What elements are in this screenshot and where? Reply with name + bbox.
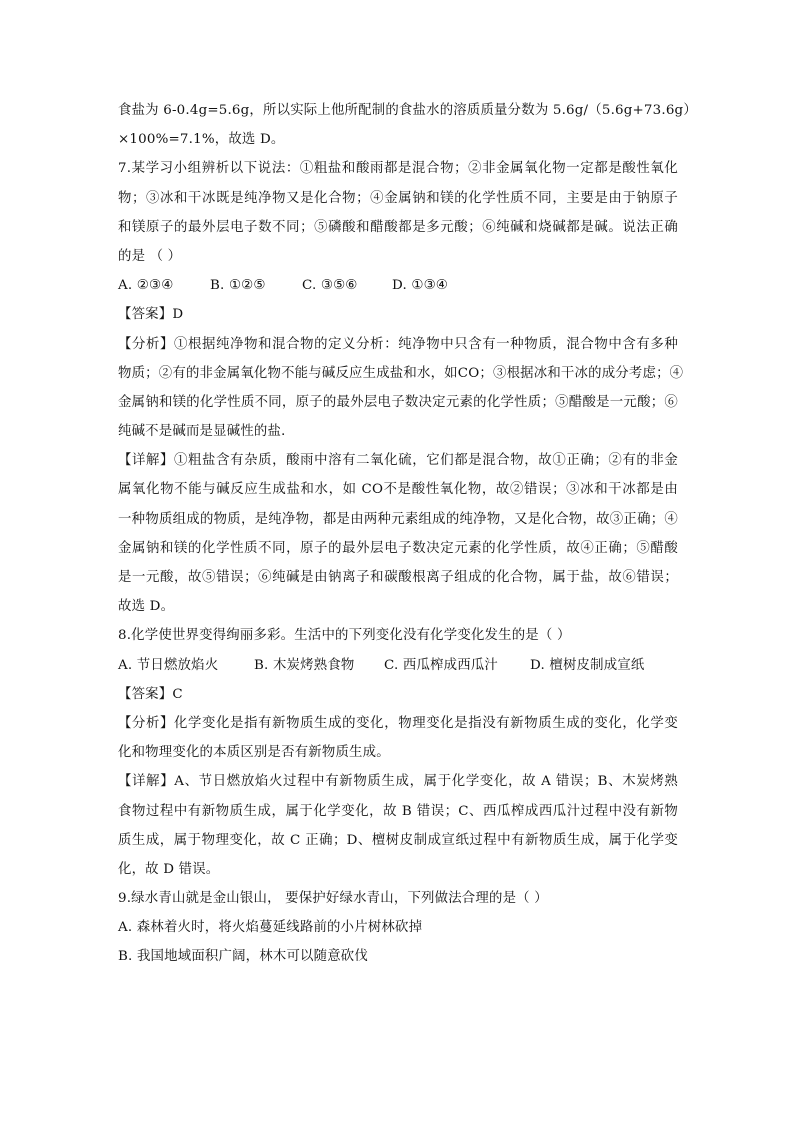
q9-stem: 9.绿水青山就是金山银山， 要保护好绿水青山，下列做法合理的是（ ） <box>118 891 548 907</box>
q8-analysis-line-2: 化和物理变化的本质区别是否有新物质生成。 <box>118 745 390 761</box>
q7-analysis-line-2: 物质；②有的非金属氧化物不能与碱反应生成盐和水，如CO；③根据冰和干冰的成分考虑；④ <box>118 365 684 381</box>
q7-detail-line-3: 一种物质组成的物质，是纯净物，都是由两种元素组成的纯净物，又是化合物，故③正确；④ <box>118 511 678 527</box>
q8-option-d: D. 檀树皮制成宣纸 <box>530 657 645 673</box>
q7-detail-line-2: 属氧化物不能与碱反应生成盐和水，如 CO不是酸性氧化物，故②错误；③冰和干冰都是由 <box>118 482 678 498</box>
q8-options <box>118 651 678 680</box>
q7-detail-line-1: 【详解】①粗盐含有杂质，酸雨中溶有二氧化硫，它们都是混合物，故①正确；②有的非金 <box>118 453 678 469</box>
q8-answer: 【答案】C <box>118 686 183 702</box>
q7-option-c: C. ③⑤⑥ <box>302 278 358 294</box>
q8-option-a: A. 节日燃放焰火 <box>118 657 219 673</box>
q8-option-b: B. 木炭烤熟食物 <box>254 657 355 673</box>
q7-stem-line-2: 物；③冰和干冰既是纯净物又是化合物；④金属钠和镁的化学性质不同，主要是由于钠原子 <box>118 190 678 206</box>
q7-detail-line-5: 是一元酸，故⑤错误；⑥纯碱是由钠离子和碳酸根离子组成的化合物，属于盐，故⑥错误； <box>118 570 678 585</box>
q7-option-a: A. ②③④ <box>118 278 174 294</box>
q8-detail-line-2: 食物过程中有新物质生成，属于化学变化，故 B 错误；C、西瓜榨成西瓜汁过程中没有新物 <box>118 803 678 819</box>
q7-detail-line-4: 金属钠和镁的化学性质不同，原子的最外层电子数决定元素的化学性质，故④正确；⑤醋酸 <box>118 540 678 556</box>
q8-stem: 8.化学使世界变得绚丽多彩。生活中的下列变化没有化学变化发生的是（ ） <box>118 628 571 644</box>
q7-analysis-line-4: 纯碱不是碱而是显碱性的盐． <box>118 424 295 440</box>
document-page <box>118 96 697 972</box>
q7-options <box>118 271 678 300</box>
q7-option-d: D. ①③④ <box>392 278 448 294</box>
q9-option-a: A. 森林着火时，将火焰蔓延线路前的小片树林砍掉 <box>118 920 423 936</box>
q9-option-b: B. 我国地域面积广阔，林木可以随意砍伐 <box>118 949 368 965</box>
q8-option-c: C. 西瓜榨成西瓜汁 <box>384 657 499 673</box>
q8-analysis-line-1: 【分析】化学变化是指有新物质生成的变化，物理变化是指没有新物质生成的变化，化学变 <box>118 715 678 731</box>
q7-detail-line-6: 故选 D。 <box>118 599 175 615</box>
prev-solution-line-2: ×100%=7.1%，故选 D。 <box>118 132 285 148</box>
q7-option-b: B. ①②⑤ <box>210 278 266 294</box>
q7-answer: 【答案】D <box>118 307 184 323</box>
q8-detail-line-1: 【详解】A、节日燃放焰火过程中有新物质生成，属于化学变化，故 A 错误；B、木炭烤熟 <box>118 774 678 790</box>
q7-stem-line-1: 7.某学习小组辨析以下说法：①粗盐和酸雨都是混合物；②非金属氧化物一定都是酸性氧化 <box>118 161 678 177</box>
q7-analysis-line-3: 金属钠和镁的化学性质不同，原子的最外层电子数决定元素的化学性质；⑤醋酸是一元酸；⑥ <box>118 394 678 410</box>
q8-detail-line-3: 质生成，属于物理变化，故 C 正确；D、檀树皮制成宣纸过程中有新物质生成，属于化学变 <box>118 832 678 848</box>
q8-detail-line-4: 化，故 D 错误。 <box>118 861 220 877</box>
q7-stem-line-4: 的是 （ ） <box>118 248 182 264</box>
q7-stem-line-3: 和镁原子的最外层电子数不同；⑤磷酸和醋酸都是多元酸；⑥纯碱和烧碱都是碱。说法正确 <box>118 219 678 235</box>
prev-solution-line-1: 食盐为 6-0.4g=5.6g，所以实际上他所配制的食盐水的溶质质量分数为 5.6g/（5.6g+73.6g） <box>118 103 697 118</box>
q7-analysis-line-1: 【分析】①根据纯净物和混合物的定义分析：纯净物中只含有一种物质，混合物中含有多种 <box>118 336 678 352</box>
